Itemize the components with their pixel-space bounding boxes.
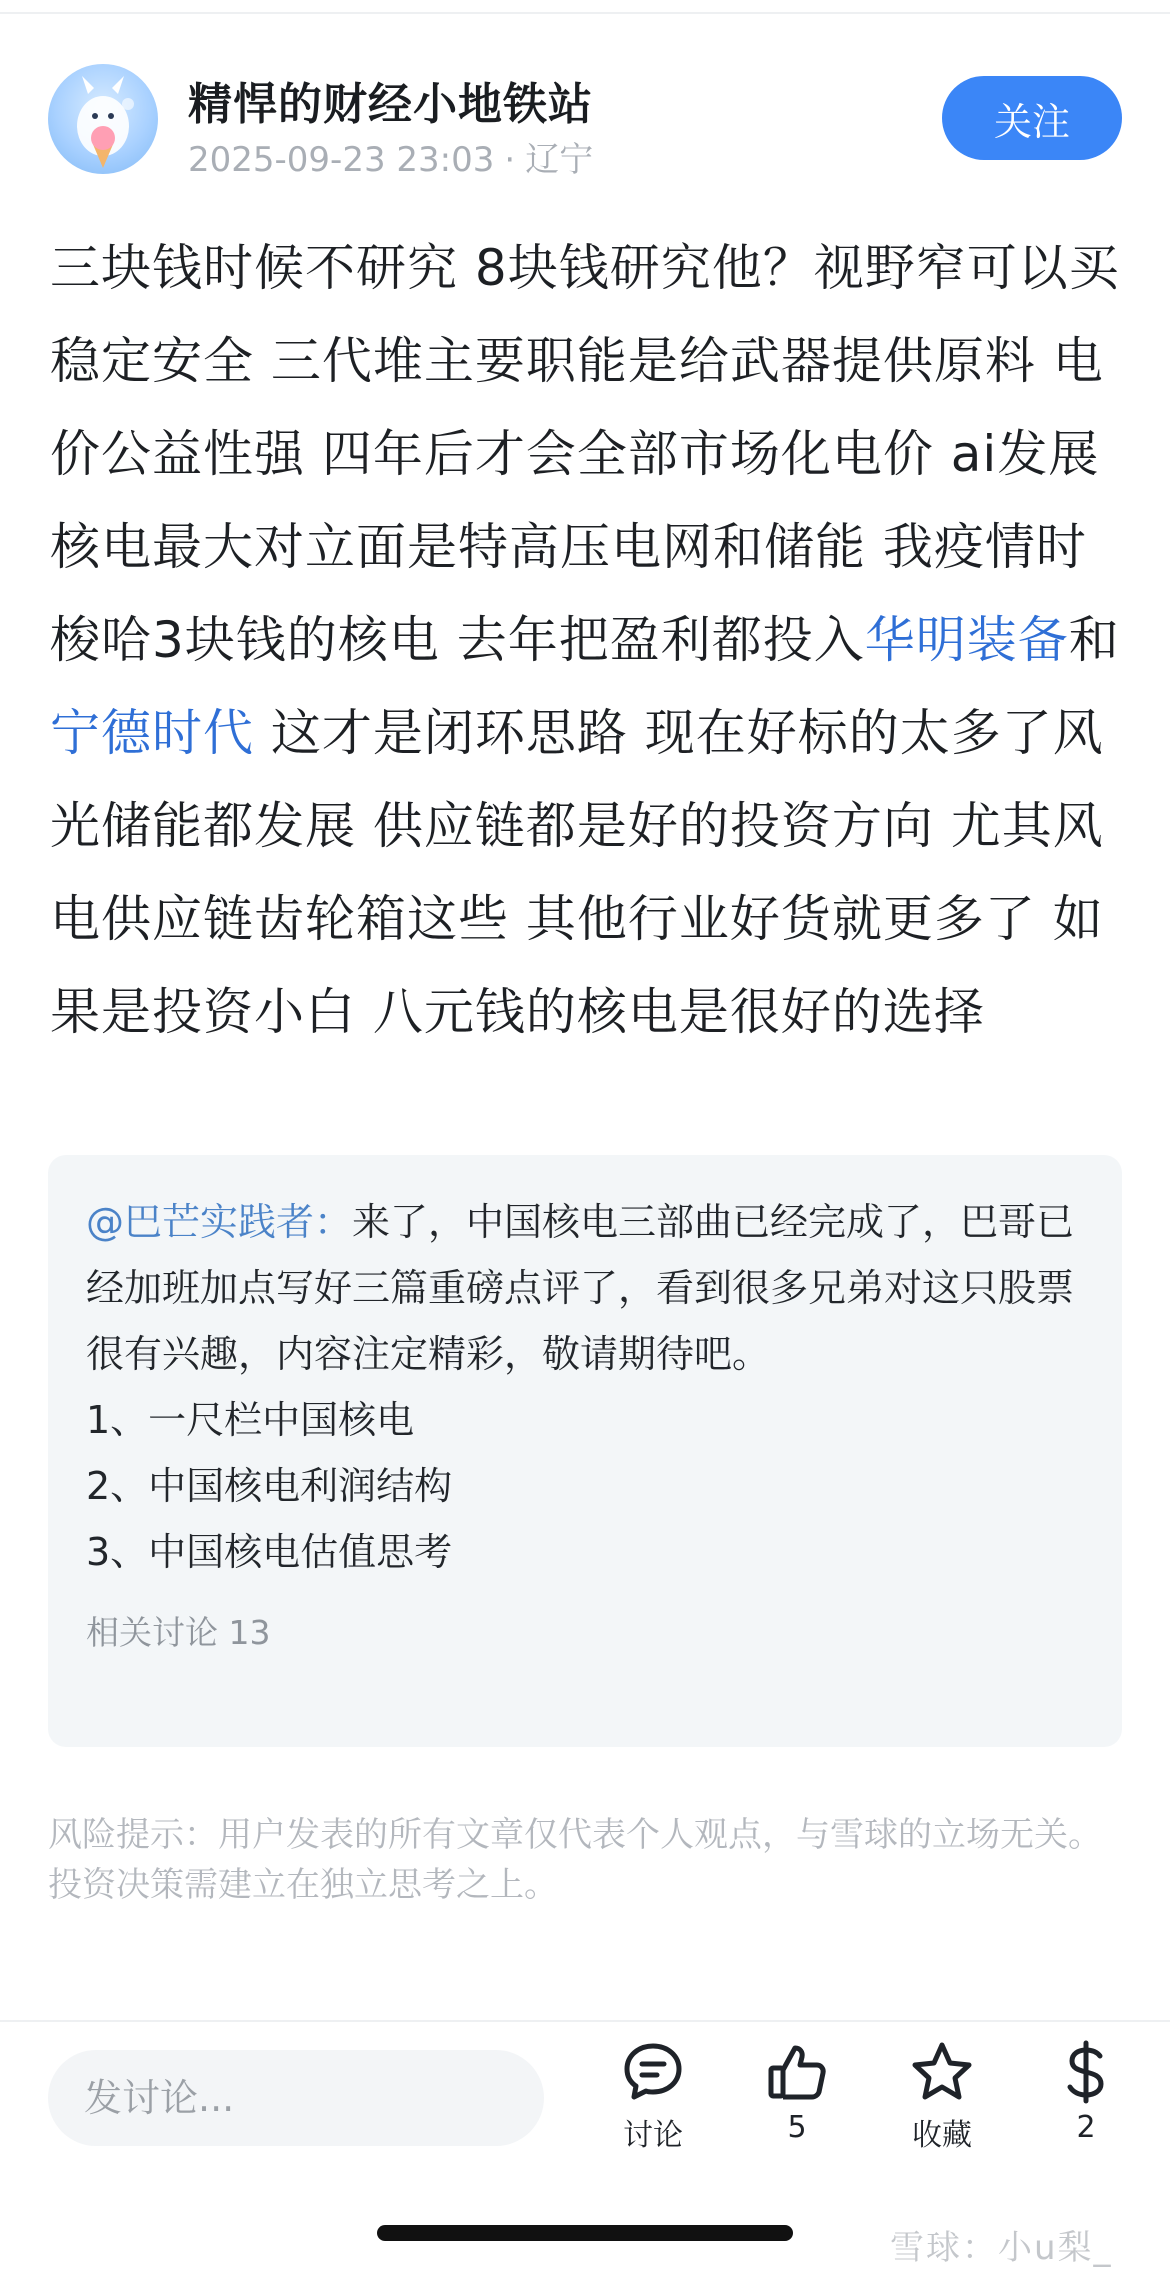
quote-mention[interactable]: @巴芒实践者：	[86, 1200, 353, 1244]
post-body	[50, 222, 1125, 1059]
bottom-bar-divider	[0, 2020, 1170, 2022]
reward-count: 2	[1076, 2110, 1096, 2145]
post-meta	[188, 132, 593, 181]
like-count: 5	[787, 2110, 807, 2145]
favorite-button[interactable]	[887, 2040, 997, 2154]
list-item: 3、中国核电估值思考	[86, 1530, 453, 1574]
post-date: 2025-09-23 23:03	[188, 140, 495, 180]
dollar-icon	[1054, 2040, 1118, 2104]
stock-link-huaming[interactable]: 华明装备	[864, 611, 1069, 669]
discuss-label: 讨论	[623, 2118, 683, 2153]
comment-icon	[621, 2040, 685, 2104]
avatar[interactable]	[48, 64, 158, 174]
discuss-button[interactable]	[598, 2040, 708, 2154]
post-text-part1: 三块钱时候不研究 8块钱研究他？视野窄可以买 稳定安全 三代堆主要职能是给武器提供原料 电价公益性强 四年后才会全部市场化电价 ai发展核电最大对立面是特高压电网和储能 我疫情时梭哈3块钱的核电 去年把盈利都投入	[50, 239, 1120, 669]
comment-input[interactable]	[48, 2050, 544, 2146]
risk-disclaimer: 风险提示：用户发表的所有文章仅代表个人观点，与雪球的立场无关。投资决策需建立在独立思考之上。	[48, 1815, 1102, 1905]
reward-button[interactable]	[1031, 2040, 1141, 2145]
watermark: 雪球：小u梨_	[890, 2228, 1113, 2268]
quote-body: 来了，中国核电三部曲已经完成了，巴哥已经加班加点写好三篇重磅点评了，看到很多兄弟对这只股票很有兴趣，内容注定精彩，敬请期待吧。	[86, 1200, 1075, 1376]
favorite-label: 收藏	[912, 2118, 972, 2153]
post-text-part3: 这才是闭环思路 现在好标的太多了风光储能都发展 供应链都是好的投资方向 尤其风电供应链齿轮箱这些 其他行业好货就更多了 如果是投资小白 八元钱的核电是很好的选择	[50, 704, 1104, 1041]
post-location: 辽宁	[525, 140, 594, 180]
list-item: 2、中国核电利润结构	[86, 1464, 453, 1508]
post-header	[48, 60, 1122, 180]
meta-separator: ·	[504, 140, 516, 180]
quote-text	[86, 1189, 1096, 1387]
related-discussions-link[interactable]: 相关讨论 13	[86, 1613, 271, 1652]
stock-link-catl[interactable]: 宁德时代	[50, 704, 254, 762]
like-button[interactable]	[742, 2040, 852, 2145]
quote-list	[86, 1387, 1086, 1585]
follow-button[interactable]: 关注	[942, 76, 1122, 160]
author-name[interactable]: 精悍的财经小地铁站	[188, 79, 593, 130]
thumbs-up-icon	[765, 2040, 829, 2104]
quoted-post-card[interactable]	[48, 1155, 1122, 1747]
avatar-mascot-icon	[48, 64, 158, 174]
top-divider	[0, 12, 1170, 14]
star-icon	[910, 2040, 974, 2104]
post-text-part2: 和	[1068, 611, 1120, 669]
home-indicator[interactable]	[377, 2225, 793, 2241]
list-item: 1、一尺栏中国核电	[86, 1398, 415, 1442]
